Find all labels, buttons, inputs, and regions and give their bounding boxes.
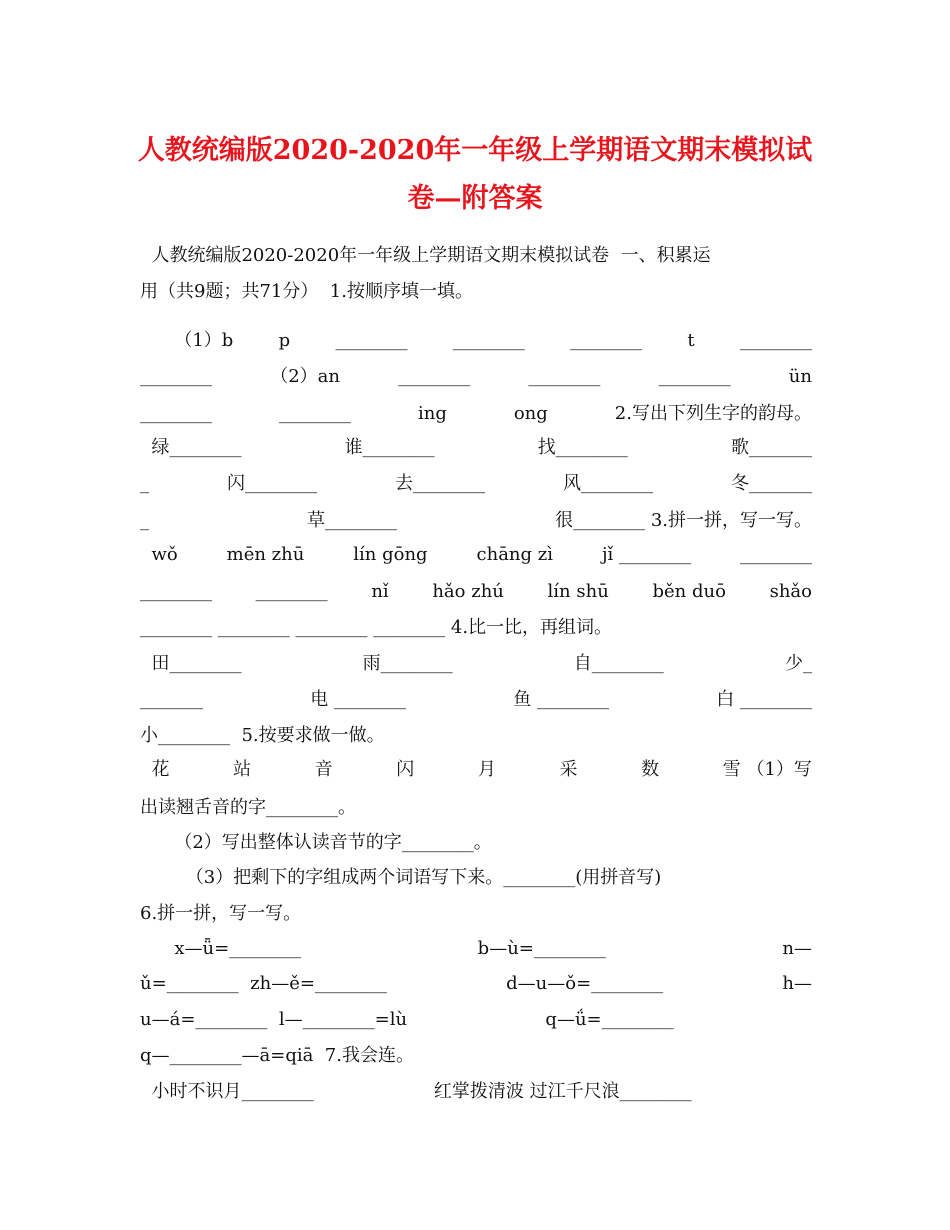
text-segment: （2）写出整体认读音节的字________。 xyxy=(140,832,492,853)
text-segment: （2）an xyxy=(270,366,340,387)
text-line xyxy=(140,650,812,678)
text-line xyxy=(140,794,812,822)
text-segment: ün xyxy=(788,366,812,387)
text-line xyxy=(140,829,812,857)
text-line xyxy=(140,363,812,391)
text-segment: n— xyxy=(782,938,812,959)
text-segment: chāng zì xyxy=(476,544,554,565)
text-segment: _______ xyxy=(140,689,203,710)
text-segment: ________ xyxy=(570,330,643,351)
text-line xyxy=(140,1078,812,1106)
text-line xyxy=(140,864,812,892)
text-segment: （1）b xyxy=(140,330,234,351)
text-segment: ________ xyxy=(739,544,812,565)
text-segment: ________ xyxy=(278,403,351,424)
text-line xyxy=(140,242,812,270)
text-segment: t xyxy=(687,330,695,351)
text-segment: 数 xyxy=(641,759,660,780)
text-line xyxy=(140,1006,812,1034)
text-segment: 草________ xyxy=(307,510,398,531)
text-segment: 雪 （1）写 xyxy=(722,759,812,780)
text-segment: ________ xyxy=(140,366,212,387)
text-segment: h— xyxy=(782,973,812,994)
text-segment: d—u—ǒ=________ xyxy=(506,973,664,994)
text-segment: q—________—ā=qiā 7.我会连。 xyxy=(140,1045,414,1066)
text-segment: ________ xyxy=(335,330,408,351)
text-segment: mēn zhū xyxy=(226,544,305,565)
text-segment: 采 xyxy=(559,759,578,780)
text-line xyxy=(140,578,812,606)
text-line xyxy=(140,900,812,928)
document-title-line-1: 人教统编版2020-2020年一年级上学期语文期末模拟试 xyxy=(137,135,813,166)
text-segment: ________ xyxy=(398,366,471,387)
text-line xyxy=(140,327,812,355)
text-segment: q—ǘ=________ xyxy=(545,1009,674,1030)
text-segment: 出读翘舌音的字________。 xyxy=(140,797,356,818)
text-segment: 找________ xyxy=(537,437,628,458)
text-segment: ________ xyxy=(528,366,601,387)
text-segment: 谁________ xyxy=(344,437,435,458)
text-segment: jǐ ________ xyxy=(601,544,692,565)
text-segment: lín gōng xyxy=(353,544,428,565)
text-line xyxy=(140,970,812,998)
text-line xyxy=(140,686,812,714)
text-segment: 去________ xyxy=(395,473,485,494)
text-segment: p xyxy=(278,330,291,351)
text-segment: 小时不识月________ xyxy=(140,1081,314,1102)
text-segment: 红掌拨清波 过江千尺浪________ xyxy=(433,1081,692,1102)
text-line xyxy=(140,614,812,642)
text-segment: 风________ xyxy=(563,473,653,494)
text-segment: b—ù=________ xyxy=(477,938,606,959)
text-segment: 少_ xyxy=(784,653,812,674)
text-segment: ________ xyxy=(452,330,525,351)
text-segment: 闪 xyxy=(396,759,415,780)
text-segment: ________ xyxy=(255,581,328,602)
text-segment: 歌_______ xyxy=(730,437,812,458)
text-segment: _ xyxy=(140,510,149,531)
text-segment: 自________ xyxy=(573,653,664,674)
text-line xyxy=(140,756,812,784)
text-segment: u—á=________ l—________=lù xyxy=(140,1009,408,1030)
text-line xyxy=(140,434,812,462)
text-segment: ________ xyxy=(140,403,212,424)
text-segment: 雨________ xyxy=(362,653,453,674)
text-segment: 用（共9题；共71分） 1.按顺序填一填。 xyxy=(140,281,473,302)
text-segment: 人教统编版2020-2020年一年级上学期语文期末模拟试卷 一、积累运 xyxy=(140,245,711,266)
text-segment: （3）把剩下的字组成两个词语写下来。________(用拼音写) xyxy=(140,867,662,888)
text-segment: x—ǖ=________ xyxy=(140,938,302,959)
text-segment: běn duō xyxy=(652,581,726,602)
text-segment: 白 ________ xyxy=(716,689,812,710)
text-segment: 闪________ xyxy=(227,473,317,494)
text-segment: hǎo zhú xyxy=(432,581,504,602)
text-segment: ing xyxy=(417,403,447,424)
text-segment: 2.写出下列生字的韵母。 xyxy=(614,403,812,424)
text-line xyxy=(140,507,812,535)
text-segment: 绿________ xyxy=(140,437,242,458)
text-line xyxy=(140,1042,812,1070)
text-line xyxy=(140,470,812,498)
text-line xyxy=(140,722,812,750)
text-segment: ________ xyxy=(140,581,212,602)
text-segment: _ xyxy=(140,473,149,494)
text-segment: 鱼 ________ xyxy=(513,689,609,710)
text-segment: 冬_______ xyxy=(731,473,812,494)
text-line xyxy=(140,541,812,569)
text-segment: lín shū xyxy=(547,581,609,602)
text-segment: ________ ________ ________ ________ 4.比一比，再组词。 xyxy=(140,617,613,638)
text-line xyxy=(140,400,812,428)
text-segment: 花 xyxy=(140,759,170,780)
text-segment: 电 ________ xyxy=(310,689,406,710)
text-segment: 小________ 5.按要求做一做。 xyxy=(140,725,385,746)
text-segment: shǎo xyxy=(769,581,812,602)
text-line xyxy=(140,278,812,306)
text-segment: 6.拼一拼，写一写。 xyxy=(140,903,302,924)
text-segment: 音 xyxy=(314,759,333,780)
text-segment: nǐ xyxy=(371,581,389,602)
text-segment: 很________ 3.拼一拼，写一写。 xyxy=(555,510,812,531)
text-segment: 田________ xyxy=(140,653,242,674)
text-line xyxy=(140,935,812,963)
text-segment: 月 xyxy=(477,759,496,780)
text-segment: ong xyxy=(513,403,548,424)
document-title-line-2: 卷—附答案 xyxy=(407,183,543,214)
text-segment: 站 xyxy=(233,759,252,780)
text-segment: ǔ=________ zh—ě=________ xyxy=(140,973,387,994)
text-segment: wǒ xyxy=(140,544,178,565)
text-segment: ________ xyxy=(739,330,812,351)
text-segment: ________ xyxy=(658,366,731,387)
